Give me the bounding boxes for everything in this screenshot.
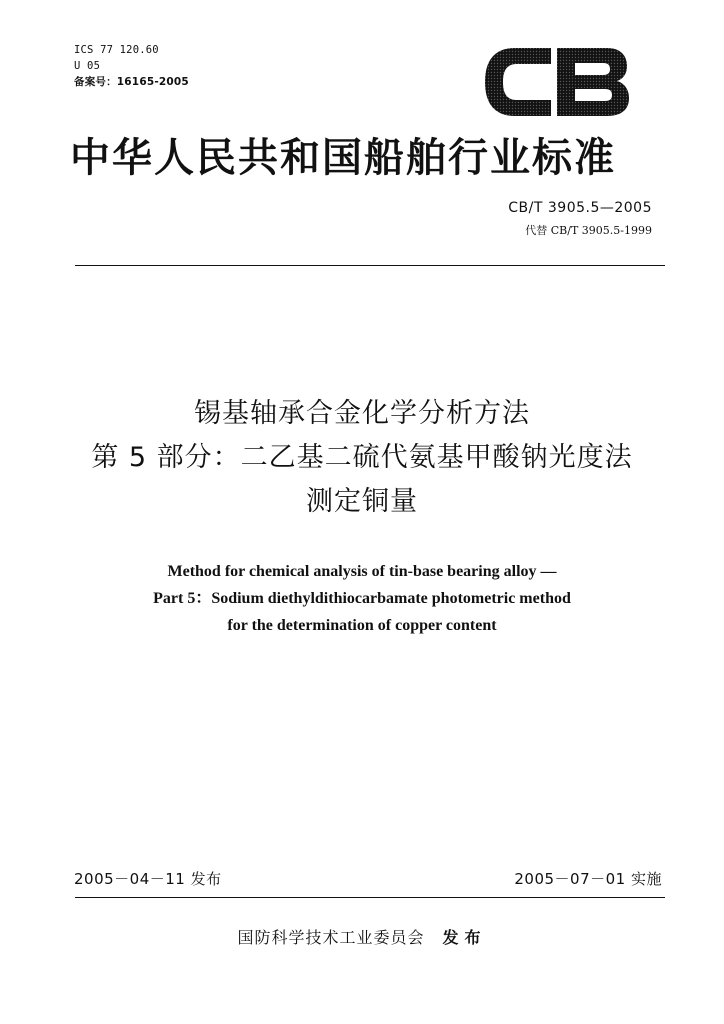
record-number: 备案号：16165-2005 <box>74 76 189 88</box>
standard-number: CB/T 3905.5—2005 <box>508 200 652 216</box>
ccs-code: U 05 <box>74 60 101 72</box>
publisher <box>0 925 724 948</box>
publisher-action: 发布 <box>442 928 487 947</box>
chinese-title-line-2: 第 5 部分：二乙基二硫代氨基甲酸钠光度法 <box>91 442 633 473</box>
chinese-title <box>40 392 684 524</box>
english-title <box>40 558 684 639</box>
publisher-name: 国防科学技术工业委员会 <box>237 928 425 947</box>
english-title-line-2: Part 5：Sodium diethyldithiocarbamate photometric method <box>153 590 571 607</box>
org-title: 中华人民共和国船舶行业标准 <box>70 135 616 181</box>
implementation-date: 2005－07－01 实施 <box>514 870 662 888</box>
document-meta <box>74 42 189 90</box>
chinese-title-line-3: 测定铜量 <box>306 486 418 517</box>
chinese-title-line-1: 锡基轴承合金化学分析方法 <box>194 398 530 429</box>
cb-logo-icon <box>481 44 631 120</box>
ics-code: ICS 77 120.60 <box>74 44 159 56</box>
replaces-standard: 代替 CB/T 3905.5-1999 <box>525 224 652 237</box>
english-title-line-3: for the determination of copper content <box>227 617 497 634</box>
footer-divider <box>75 897 665 898</box>
english-title-line-1: Method for chemical analysis of tin-base bearing alloy — <box>167 563 557 580</box>
issue-date: 2005－04－11 发布 <box>74 870 222 888</box>
header-divider <box>75 265 665 266</box>
